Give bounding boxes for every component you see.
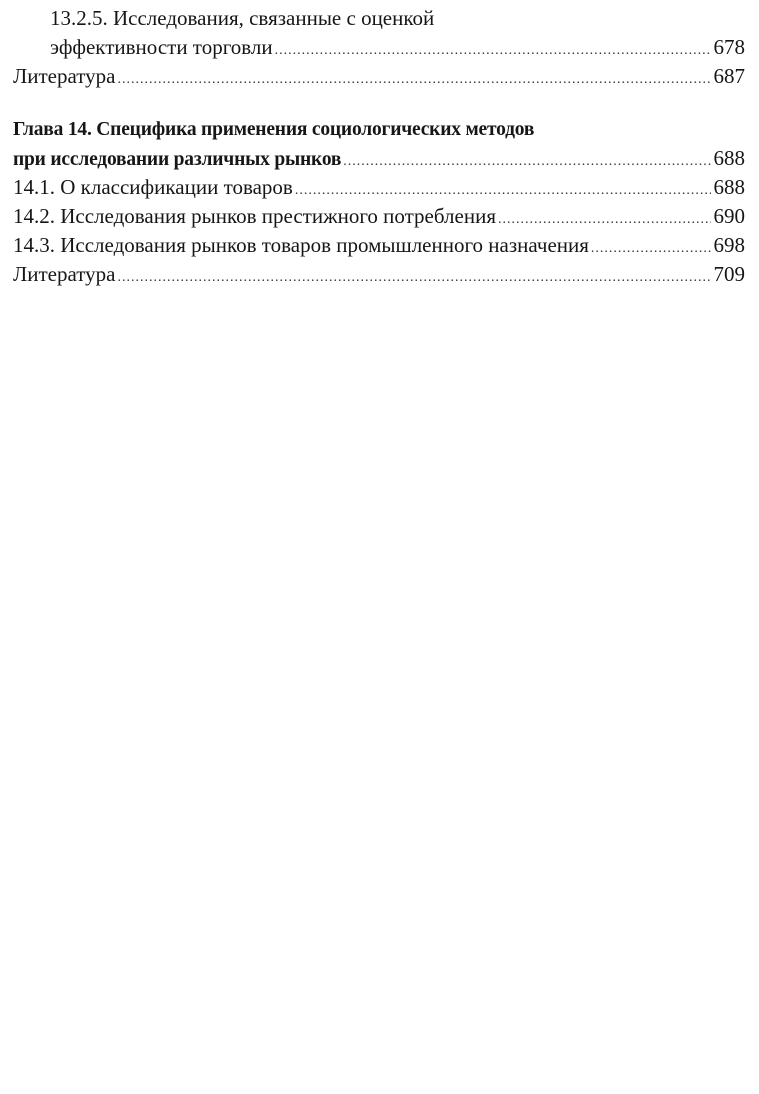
toc-entry-13-2-5-line2 [13,33,745,62]
toc-entry-title: 13.2.5. Исследования, связанные с оценкой [50,6,435,30]
toc-page-number: 688 [713,146,745,170]
toc-chapter14-heading-line1 [13,115,745,144]
chapter-title: при исследовании различных рынков [13,149,342,170]
toc-entry-13-2-5-line1 [13,4,745,33]
table-of-contents [13,4,745,289]
toc-entry-title: 14.3. Исследования рынков товаров промышленного назначения [13,233,589,257]
toc-entry-14-1 [13,173,745,202]
dot-leader [295,176,711,205]
toc-entry-title: 14.1. О классификации товаров [13,175,293,199]
toc-entry-title: Литература [13,262,116,286]
toc-page-number: 688 [713,175,745,199]
chapter-title: Глава 14. Специфика применения социологических методов [13,119,535,140]
dot-leader [275,36,711,65]
dot-leader [117,65,710,94]
spacer [13,91,745,115]
toc-page-number: 678 [713,35,745,59]
toc-page-number: 690 [713,204,745,228]
toc-entry-chapter14-literature [13,260,745,289]
dot-leader [343,147,710,176]
toc-page-number: 709 [713,262,745,286]
dot-leader [498,205,711,234]
toc-page-number: 698 [713,233,745,257]
toc-entry-14-3 [13,231,745,260]
toc-entry-title: эффективности торговли [50,35,273,59]
toc-entry-title: Литература [13,64,116,88]
toc-chapter14-heading-line2 [13,144,745,173]
toc-entry-chapter13-literature [13,62,745,91]
toc-page-number: 687 [713,64,745,88]
dot-leader [591,234,711,263]
toc-entry-14-2 [13,202,745,231]
toc-entry-title: 14.2. Исследования рынков престижного потребления [13,204,496,228]
dot-leader [117,263,710,292]
